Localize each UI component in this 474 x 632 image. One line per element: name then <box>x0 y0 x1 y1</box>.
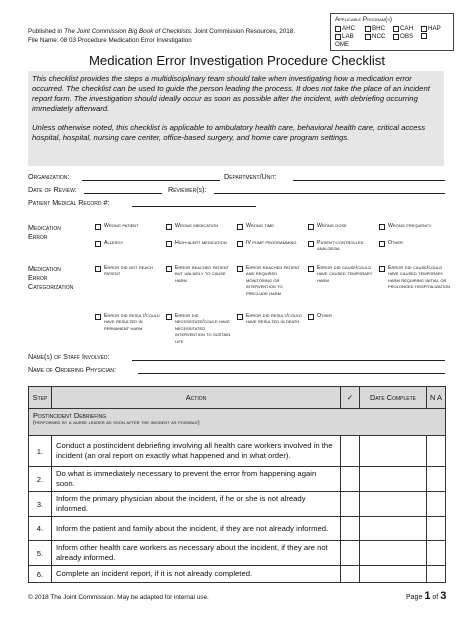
header-action: Action <box>52 387 341 409</box>
option-iv-pump-programming[interactable]: IV pump programming <box>237 240 301 247</box>
step-check-cell[interactable] <box>341 517 360 541</box>
table-row <box>29 467 446 492</box>
program-ncc[interactable]: NCC <box>365 33 385 40</box>
category-unlikely-harm[interactable]: Error reached patient but unlikely to cause harm <box>166 265 232 284</box>
step-date-cell[interactable] <box>360 517 427 541</box>
category-permanent-harm[interactable]: Error did result/could have resulted in permanent harm <box>95 313 161 332</box>
option-high-alert-medication[interactable]: High-alert medication <box>166 240 228 247</box>
option-wrong-frequency[interactable]: Wrong frequency <box>379 223 449 230</box>
intro-paragraph-1: This checklist provides the steps a multidisciplinary team should take when investigating how a medication error occurred. The checklist can be used to guide the person leading the process. It does not take the place of an incident report form. The investigation should ideally occur as soon as possible after the incident, with debriefing occurring immediately afterward. <box>32 74 430 113</box>
page-number: Page 1 of 3 <box>406 590 447 602</box>
program-cah[interactable]: CAH <box>393 25 413 32</box>
step-date-cell[interactable] <box>360 467 427 492</box>
step-check-cell[interactable] <box>341 541 360 566</box>
checkbox[interactable] <box>421 33 427 39</box>
step-action: Do what is immediately necessary to prevent the error from happening again soon. <box>52 467 341 492</box>
date-of-review-label: Date of Review: <box>28 185 77 194</box>
date-of-review-field[interactable] <box>84 193 162 194</box>
program-obs-extra-box[interactable] <box>421 33 427 39</box>
file-name: File Name: 08 03 Procedure Medication Error Investigation <box>28 36 192 44</box>
staff-involved-field[interactable] <box>132 360 445 361</box>
medical-record-field[interactable] <box>132 206 256 207</box>
checkbox[interactable] <box>335 26 341 32</box>
header-check: ✓ <box>341 387 360 409</box>
program-ome[interactable]: OME <box>335 41 350 48</box>
option-allergy[interactable]: Allergy <box>95 240 161 247</box>
programs-title: Applicable Program(s) <box>335 16 393 23</box>
table-row <box>29 436 446 467</box>
program-hap[interactable]: HAP <box>421 25 441 32</box>
step-number: 3. <box>29 492 52 517</box>
option-patient-controlled-analgesia[interactable]: Patient-controlled analgesia <box>308 240 368 253</box>
medical-record-label: Patient Medical Record #: <box>28 198 110 207</box>
table-header-row <box>29 387 446 409</box>
step-na-cell[interactable] <box>427 492 446 517</box>
option-wrong-patient[interactable]: Wrong patient <box>95 223 161 230</box>
step-na-cell[interactable] <box>427 517 446 541</box>
header-na: N A <box>427 387 446 409</box>
step-number: 6. <box>29 566 52 583</box>
step-action: Conduct a postincident debriefing involving all health care workers involved in the incident (an oral report on exactly what happened and in what order). <box>52 436 341 467</box>
category-required-monitoring[interactable]: Error reached patient and required monitoring or intervention to preclude harm <box>237 265 303 297</box>
step-check-cell[interactable] <box>341 436 360 467</box>
step-date-cell[interactable] <box>360 436 427 467</box>
department-field[interactable] <box>293 180 445 181</box>
step-date-cell[interactable] <box>360 541 427 566</box>
category-death[interactable]: Error did result/could have resulted in death <box>237 313 303 326</box>
category-did-not-reach[interactable]: Error did not reach patient <box>95 265 157 278</box>
step-action: Complete an incident report, if it is not already completed. <box>52 566 341 583</box>
published-prefix: Published in <box>28 28 65 35</box>
section-title: Postincident Debriefing <box>33 411 107 420</box>
ordering-physician-field[interactable] <box>138 373 445 374</box>
step-number: 2. <box>29 467 52 492</box>
section-subtitle: (performed by a nurse leader as soon after the incident as possible) <box>33 420 200 426</box>
applicable-programs-box <box>330 13 454 51</box>
step-na-cell[interactable] <box>427 467 446 492</box>
step-date-cell[interactable] <box>360 566 427 583</box>
organization-label: Organization: <box>28 172 70 181</box>
category-other[interactable]: Other <box>308 313 374 320</box>
category-temporary-harm-hospitalization[interactable]: Error did cause/could have caused temporary harm requiring initial or prolonged hospitalization <box>379 265 451 291</box>
reviewers-field[interactable] <box>214 193 445 194</box>
section-row-postincident-debriefing <box>29 409 446 436</box>
checkbox[interactable] <box>393 26 399 32</box>
footer-copyright: © 2018 The Joint Commission. May be adapted for internal use. <box>28 594 209 601</box>
step-action: Inform other health care workers as necessary about the incident, if they are not already informed. <box>52 541 341 566</box>
step-na-cell[interactable] <box>427 566 446 583</box>
option-wrong-medication[interactable]: Wrong medication <box>166 223 228 230</box>
document-title: Medication Error Investigation Procedure Checklist <box>88 53 386 68</box>
department-label: Department/Unit: <box>224 172 277 181</box>
publication-info <box>28 28 328 45</box>
header-date-complete: Date Complete <box>360 387 427 409</box>
option-other-medication-error[interactable]: Other <box>379 240 445 247</box>
checkbox[interactable] <box>335 34 341 40</box>
intro-box <box>28 71 444 166</box>
medication-error-label: Medication Error <box>28 223 61 241</box>
header-step: Step <box>29 387 52 409</box>
category-sustain-life[interactable]: Error did necessitate/could have necessitated intervention to sustain life <box>166 313 232 345</box>
option-wrong-time[interactable]: Wrong time <box>237 223 303 230</box>
checkbox[interactable] <box>365 26 371 32</box>
table-row <box>29 492 446 517</box>
checkbox[interactable] <box>365 34 371 40</box>
step-na-cell[interactable] <box>427 436 446 467</box>
categorization-label: Medication Error Categorization <box>28 264 74 291</box>
organization-field[interactable] <box>82 180 220 181</box>
step-action: Inform the patient and family about the incident, if they are not already informed. <box>52 517 341 541</box>
option-wrong-dose[interactable]: Wrong dose <box>308 223 374 230</box>
step-check-cell[interactable] <box>341 467 360 492</box>
reviewers-label: Reviewer(s): <box>168 185 207 194</box>
published-suffix: . Joint Commission Resources, 2018. <box>190 28 296 35</box>
step-number: 1. <box>29 436 52 467</box>
intro-paragraph-2: Unless otherwise noted, this checklist is applicable to ambulatory health care, behavioral health care, critical access hospital, hospital, nursing care center, office-based surgery, and home care program settings. <box>32 122 426 142</box>
ordering-physician-label: Name of Ordering Physician: <box>28 365 117 374</box>
checkbox[interactable] <box>393 34 399 40</box>
table-row <box>29 541 446 566</box>
checkbox[interactable] <box>421 26 427 32</box>
published-book-title: The Joint Commission Big Book of Checklists <box>64 28 191 35</box>
step-check-cell[interactable] <box>341 492 360 517</box>
step-check-cell[interactable] <box>341 566 360 583</box>
program-bhc[interactable]: BHC <box>365 25 385 32</box>
step-number: 4. <box>29 517 52 541</box>
step-number: 5. <box>29 541 52 566</box>
table-row <box>29 517 446 541</box>
checklist-table <box>28 386 446 583</box>
program-obs[interactable]: OBS <box>393 33 413 40</box>
step-na-cell[interactable] <box>427 541 446 566</box>
program-lab[interactable]: LAB <box>335 33 354 40</box>
step-date-cell[interactable] <box>360 492 427 517</box>
staff-involved-label: Name(s) of Staff Involved: <box>28 352 110 361</box>
category-temporary-harm[interactable]: Error did cause/could have caused temporary harm <box>308 265 374 284</box>
program-ahc[interactable]: AHC <box>335 25 355 32</box>
table-row <box>29 566 446 583</box>
step-action: Inform the primary physician about the incident, if he or she is not already informed. <box>52 492 341 517</box>
